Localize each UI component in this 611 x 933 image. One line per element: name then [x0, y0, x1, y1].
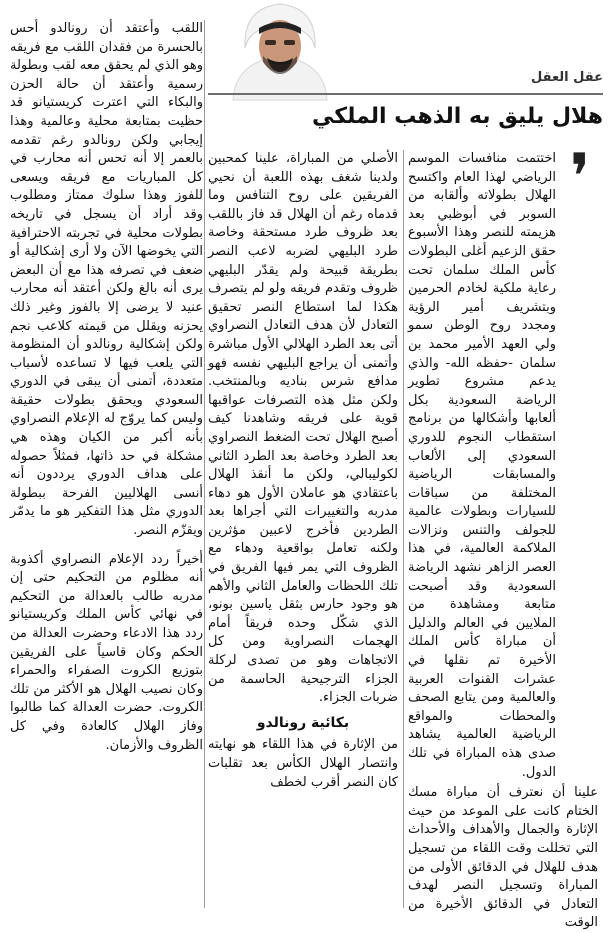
- paragraph: من الإثارة في هذا اللقاء هو نهايته وانتصار الهلال الكأس بعد تقلبات كان النصر أقرب لخطف: [208, 737, 398, 790]
- paragraph: اللقب وأعتقد أن رونالدو أحس بالحسرة من فقدان اللقب مع فريقه وهو الذي لم يحقق معه لقب وبطولة رسمية وأعتقد أن حالة الحزن والبكاء التي اعترت كريستيانو قد حظيت بمتابعة محلية وعالمية وهذا إيجابي ولكن رونالدو رغم تقدمه بالعمر إلا أنه تحس أنه محارب في كل المباريات مع فريقه ويسعى للفوز وهذا سلوك ممتاز ومطلوب وقد أراد أن يسجل في تاريخه بطولات محلية في تجربته الاحترافية التي يخوضها الآن ولا أرى إشكالية أو ضعف في تصرفه هذا مع أن البعض يرى أنه بالغ ولكن أعتقد أنه محارب عنيد لا يرضى إلا بالفوز وغير ذلك يحزنه ويقلل من قيمته كلاعب نجم ولكن إشكالية رونالدو أن المنظومة التي يلعب فيها لا تساعده لأسباب متعددة، أتمنى أن يبقى في الدوري السعودي ويحقق بطولات حقيقة وليس كما يروّج له الإعلام النصراوي بأنه أكبر من الكيان وهذه هي مشكلة في حد ذاتها، فمثلاً حصوله على هداف الدوري يرددون أنه أنسى الهلاليين الفرحة ببطولة الدوري مثل هذا التفكير هو ما يدمّر ويقزّم النصر.: [10, 21, 203, 539]
- author-name: عقل العقل: [530, 70, 603, 85]
- paragraph: الأصلي من المباراة، علينا كمحبين ولدينا شغف بهذه اللعبة أن نحيي الفريقين على روح التنافس وما قدماه رغم أن الهلال قد فاز باللقب بعد ظروف طرد مستحقة وخاصة طرد البليهي لضربه لاعب النصر بطريقة قبيحة ولم يقدّر البليهي ظروف وتقدم فريقه ولو لم يتصرف هكذا لما استطاع النصر تحقيق التعادل لأن هدف التعادل النصراوي أتى بعد الطرد الهلالي الأول مباشرة وأتمنى أن يراجع البليهي نفسه فهو مدافع شرس بناديه وبالمنتخب. ولكن مثل هذه التصرفات عواقبها قوية على فريقه وشاهدنا كيف أصبح الهلال تحت الضغط النصراوي بعد الطرد وخاصة بعد الطرد الثاني لكوليبالي، ولكن ما أنقذ الهلال باعتقادي هو عاملان الأول هو دهاء مدربه والتغييرات التي أجراها بعد الطردين فأخرج لاعبين مؤثرين ولكنه تعامل بواقعية ودهاء مع الظروف التي يمر فيها الفريق في تلك اللحظات والعامل الثاني والأهم هو وجود حارس بثقل ياسين بونو، الذي شكّل وحده فريقاً أمام الهجمات النصراوية ومن كل الاتجاهات وهو من تصدى لركلة الجزاء الترجيحية الحاسمة من ضربات الجزاء.: [208, 151, 398, 706]
- article-headline: هلال يليق به الذهب الملكي: [312, 104, 603, 129]
- paragraph-text: اختتمت منافسات الموسم الرياضي لهذا العام واكتسح الهلال بطولاته وألقابه من السوبر في أبوظبي بعد هزيمته للنصر وهذا الأسبوع حقق الزعيم أغلى البطولات كأس الملك سلمان تحت رعاية ملكية لخادم الحرمين وبتشريف أمير الرؤية ومجدد روح الوطن سمو ولي العهد الأمير محمد بن سلمان -حفظه الله- والذي يدعم مشروع تطوير الرياضة السعودية بكل ألعابها وأشكالها من برنامج استقطاب النجوم للدوري السعودي إلى الألعاب والمسابقات الرياضية المختلفة من سباقات للسيارات وبطولات عالمية للجولف والتنس ونزالات الملاكمة العالمية، في هذا العصر الزاهر نشهد الرياضة السعودية وقد أصبحت متابعة ومشاهدة من الملايين في العالم والدليل أن مباراة كأس الملك الأخيرة تم نقلها في عشرات القنوات العربية والعالمية ومن يتابع الصحف والمحطات والمواقع الرياضية العالمية يشاهد صدى هذه المباراة في تلك الدول.: [408, 151, 556, 780]
- paragraph: أخيراً ردد الإعلام النصراوي أكذوبة أنه مظلوم من التحكيم حتى إن مدربه طالب بالعدالة من التحكيم في نهائي كأس الملك وكريستيانو ردد هذا الادعاء وحضرت العدالة من الحكم وكان قاسياً على الفريقين بتوزيع الكروت الصفراء والحمراء وكان نصيب الهلال هو الأكثر من تلك الكروت. حضرت العدالة كما طالبوا وفاز الهلال كالعادة وفي كل الظروف والأزمان.: [10, 551, 203, 753]
- article-column-right: [408, 150, 598, 931]
- header-rule: [208, 93, 603, 95]
- quote-mark-icon: ❜: [569, 141, 591, 215]
- article-column-left: [10, 20, 203, 908]
- paragraph: علينا أن نعترف أن مباراة مسك الختام كانت على الموعد من حيث الإثارة والجمال والأهداف والأحداث التي تخللت وقت اللقاء من تسجيل هدف للهلال في الدقائق الأولى من المباراة وتسجيل النصر لهدف التعادل في الدقائق الأخيرة من الوقت: [408, 785, 598, 931]
- paragraph: [408, 150, 598, 782]
- author-photo: [215, 0, 345, 100]
- column-divider: [204, 20, 205, 908]
- subheading: بكائية رونالدو: [256, 714, 350, 731]
- column-divider: [403, 150, 404, 908]
- article-column-middle: [208, 150, 398, 908]
